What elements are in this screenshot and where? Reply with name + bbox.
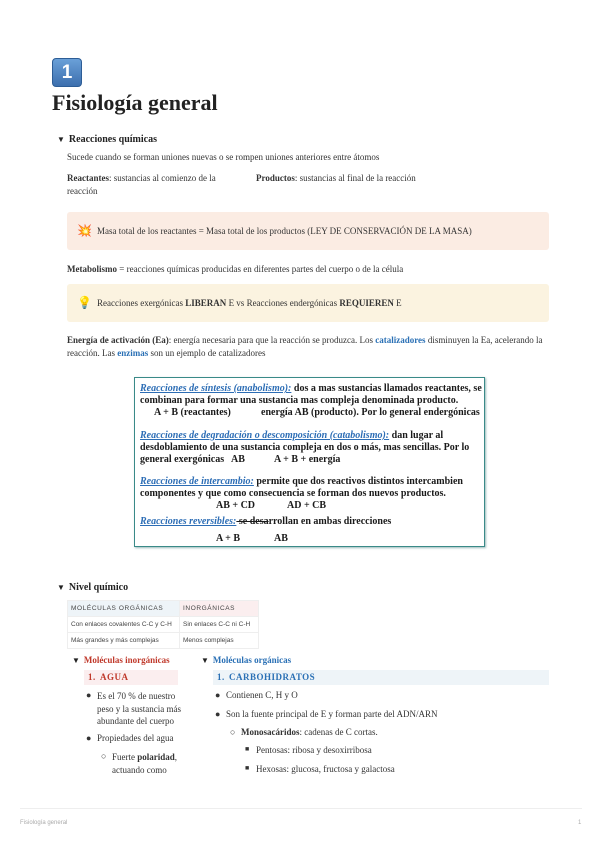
triangle-down-icon: ▼	[57, 135, 65, 144]
degradacion-line3: general exergónicas AB A + B + energía	[140, 454, 341, 465]
callout-conservacion-masa	[67, 212, 549, 250]
toggle-reacciones-quimicas[interactable]	[57, 134, 157, 145]
toggle-nivel-quimico[interactable]	[57, 582, 128, 593]
footer-title: Fisiología general	[20, 820, 68, 826]
reactantes-text	[67, 172, 247, 198]
enzimas-link[interactable]: enzimas	[117, 348, 149, 358]
intercambio-line3: AB + CD AD + CB	[216, 500, 327, 511]
triangle-down-icon: ▼	[72, 656, 80, 665]
reactantes-def: : sustancias al comienzo de la	[109, 173, 216, 183]
table-header: INORGÁNICAS	[180, 601, 259, 617]
section-number-icon: 1	[52, 58, 82, 87]
toggle-label: Moléculas inorgánicas	[83, 655, 170, 665]
callout-text: Masa total de los reactantes = Masa total de los productos (LEY DE CONSERVACIÓN DE LA MASA)	[97, 226, 472, 236]
table-header-row	[68, 601, 259, 617]
collision-icon: 💥	[77, 223, 92, 238]
degradacion-line2: desdoblamiento de una sustancia compleja en dos o más, mas sencillas. Por lo	[140, 442, 470, 453]
metabolismo-label: Metabolismo	[67, 264, 117, 274]
triangle-down-icon: ▼	[57, 583, 65, 592]
carbohidratos-heading: 1. CARBOHIDRATOS	[213, 670, 549, 685]
bullet-circle: ○	[101, 751, 107, 761]
agua-bullet-2: Propiedades del agua	[97, 733, 174, 743]
footer-divider	[20, 808, 582, 809]
productos-label: Productos	[256, 173, 295, 183]
catalizadores-link[interactable]: catalizadores	[375, 335, 426, 345]
toggle-moleculas-inorganicas[interactable]	[72, 655, 170, 665]
page-title: Fisiología general	[52, 90, 218, 115]
reactantes-label: Reactantes	[67, 173, 109, 183]
table-cell: Más grandes y más complejas	[68, 633, 180, 649]
intercambio-line2: componentes y que como consecuencia se forman dos nuevos productos.	[140, 488, 446, 499]
agua-sub-bullet: Fuerte polaridad, actuando como	[112, 752, 178, 775]
toggle-label: Moléculas orgánicas	[212, 655, 292, 665]
bullet-square: ■	[245, 745, 250, 753]
bullet-dot: ●	[215, 690, 221, 700]
toggle-label: Nivel químico	[68, 582, 129, 593]
table-row	[68, 633, 259, 649]
bullet-square: ■	[245, 764, 250, 772]
metabolismo-text	[67, 263, 403, 276]
bullet-circle: ○	[230, 727, 236, 737]
lightbulb-icon: 💡	[77, 295, 92, 310]
energia-label: Energía de activación (Ea)	[67, 335, 169, 345]
triangle-down-icon: ▼	[201, 656, 209, 665]
callout-exergonicas	[67, 284, 549, 322]
agua-heading: 1. AGUA	[84, 670, 178, 685]
table-cell: Con enlaces covalentes C-C y C-H	[68, 617, 180, 633]
sintesis-line3: A + B (reactantes) energía AB (producto). Por lo general endergónicas	[154, 407, 480, 418]
carbo-bullet-1: Contienen C, H y O	[226, 690, 298, 700]
bullet-dot: ●	[86, 690, 92, 700]
table-header: MOLÉCULAS ORGÁNICAS	[68, 601, 180, 617]
monosacaridos-text: Monosacáridos: cadenas de C cortas.	[241, 727, 378, 737]
intro-text: Sucede cuando se forman uniones nuevas o se rompen uniones anteriores entre átomos	[67, 152, 380, 162]
reversibles-line2: A + B AB	[216, 533, 288, 544]
hexosas-text: Hexosas: glucosa, fructosa y galactosa	[256, 764, 395, 774]
reactantes-def2: reacción	[67, 186, 98, 196]
metabolismo-def: = reacciones químicas producidas en diferentes partes del cuerpo o de la célula	[117, 264, 404, 274]
energia-activacion-text: Energía de activación (Ea): energía necesaria para que la reacción se produzca. Los catalizadores disminuyen la Ea, acelerando la reacción. Las enzimas son un ejemplo de catalizadores	[67, 335, 543, 358]
reactions-image	[134, 377, 485, 547]
bullet-dot: ●	[86, 733, 92, 743]
sintesis-line1: Reacciones de síntesis (anabolismo): dos a mas sustancias llamados reactantes, se	[140, 383, 482, 394]
table-cell: Sin enlaces C-C ni C-H	[180, 617, 259, 633]
productos-def: : sustancias al final de la reacción	[294, 173, 416, 183]
table-cell: Menos complejas	[180, 633, 259, 649]
bullet-dot: ●	[215, 709, 221, 719]
agua-bullet-1: Es el 70 % de nuestro peso y la sustancia más abundante del cuerpo	[97, 691, 181, 726]
callout-text: Reacciones exergónicas LIBERAN E vs Reacciones endergónicas REQUIEREN E	[97, 298, 402, 308]
toggle-label: Reacciones químicas	[68, 134, 157, 145]
carbo-bullet-2: Son la fuente principal de E y forman parte del ADN/ARN	[226, 709, 438, 719]
pentosas-text: Pentosas: ribosa y desoxirribosa	[256, 745, 372, 755]
sintesis-line2: combinan para formar una sustancia mas compleja denominada producto.	[140, 395, 459, 406]
page-number: 1	[578, 820, 582, 826]
comparison-table	[67, 600, 259, 649]
productos-text	[256, 172, 416, 185]
degradacion-line1: Reacciones de degradación o descomposición (catabolismo): dan lugar al	[140, 430, 444, 441]
table-row	[68, 617, 259, 633]
intercambio-line1: Reacciones de intercambio: permite que dos reactivos distintos intercambien	[140, 476, 463, 487]
toggle-moleculas-organicas[interactable]	[201, 655, 291, 665]
reversibles-line1: Reacciones reversibles: se desarrollan en ambas direcciones	[140, 516, 392, 527]
